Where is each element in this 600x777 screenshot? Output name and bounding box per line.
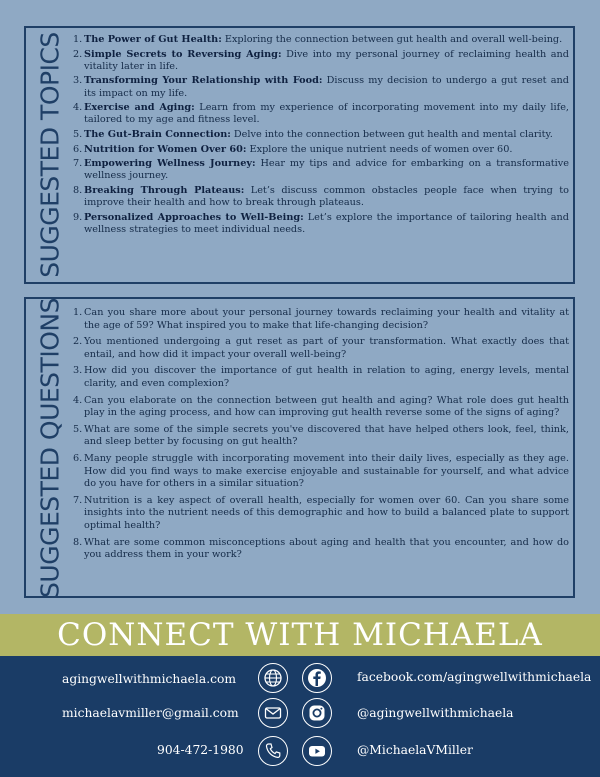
- email-link[interactable]: michaelavmiller@gmail.com: [62, 706, 239, 720]
- topic-title: Empowering Wellness Journey:: [84, 158, 256, 170]
- question-text: What are some common misconceptions about aging and health that you encounter, and how do you address them in your work?: [84, 536, 569, 561]
- topics-heading: SUGGESTED TOPICS: [35, 32, 65, 278]
- topic-description: Delve into the connection between gut health and mental clarity.: [230, 128, 553, 140]
- question-text: Can you elaborate on the connection between gut health and aging? What role does gut health play in the aging process, and how can improving gut health reverse some of the signs of aging?: [84, 394, 569, 419]
- question-text: What are some of the simple secrets you've discovered that have helped others look, feel, think, and sleep better by focusing on gut health?: [84, 423, 569, 448]
- topics-heading-container: [26, 28, 74, 282]
- question-item: [73, 365, 569, 390]
- topic-item: [73, 48, 569, 73]
- topic-title: The Gut-Brain Connection:: [84, 128, 231, 140]
- question-text: You mentioned undergoing a gut reset as part of your transformation. What exactly does that entail, and how did it impact your overall well-being?: [84, 336, 569, 360]
- topic-item: [73, 184, 569, 209]
- topics-list: [72, 34, 569, 239]
- connect-title: CONNECT WITH MICHAELA: [57, 617, 543, 653]
- suggested-topics-section: [24, 26, 575, 284]
- topic-number: 2.: [73, 48, 83, 60]
- topic-title: Personalized Approaches to Well-Being:: [84, 211, 304, 223]
- topic-item: [73, 34, 569, 46]
- topic-number: 4.: [73, 102, 83, 114]
- instagram-icon[interactable]: [302, 698, 332, 728]
- topic-item: [73, 158, 569, 182]
- topic-number: 6.: [73, 143, 83, 155]
- topic-item: [73, 75, 569, 99]
- topic-number: 9.: [73, 211, 83, 223]
- mail-icon[interactable]: [258, 698, 288, 728]
- question-number: 8.: [73, 536, 83, 548]
- topic-description: Hear my tips and advice for embarking on a transformative wellness journey.: [84, 158, 569, 182]
- phone-number[interactable]: 904-472-1980: [157, 743, 244, 757]
- question-item: [73, 336, 569, 361]
- question-item: [73, 394, 569, 420]
- topic-item: [73, 211, 569, 236]
- topic-title: Transforming Your Relationship with Food:: [84, 75, 323, 87]
- topic-title: Breaking Through Plateaus:: [84, 184, 245, 196]
- topic-description: Let’s explore the importance of tailoring health and wellness strategies to meet individual needs.: [84, 211, 569, 235]
- topic-item: [73, 102, 570, 126]
- topic-item: [73, 143, 569, 156]
- question-number: 2.: [73, 336, 83, 348]
- topic-title: Exercise and Aging:: [84, 102, 195, 114]
- youtube-link[interactable]: @MichaelaVMiller: [357, 743, 473, 757]
- topic-description: Discuss my decision to undergo a gut reset and its impact on my life.: [84, 75, 569, 99]
- topic-item: [73, 128, 569, 141]
- question-text: Many people struggle with incorporating movement into their daily lives, especially as they age. How did you find ways to make exercise enjoyable and sustainable for yourself, and what advice do you have for others in a similar situation?: [84, 452, 569, 490]
- topic-number: 1.: [73, 34, 83, 45]
- topic-number: 8.: [73, 184, 83, 196]
- question-item: [73, 423, 569, 449]
- topic-description: Dive into my personal journey of reclaiming health and vitality later in life.: [84, 48, 569, 72]
- question-number: 7.: [73, 494, 83, 506]
- topic-number: 7.: [73, 158, 83, 170]
- globe-icon[interactable]: [258, 663, 288, 693]
- question-number: 5.: [73, 423, 83, 435]
- questions-list: [72, 307, 569, 566]
- questions-heading: SUGGESTED QUESTIONS: [35, 297, 65, 598]
- topic-number: 5.: [73, 128, 83, 140]
- question-item: [73, 307, 569, 332]
- phone-icon[interactable]: [258, 736, 288, 766]
- question-number: 6.: [73, 452, 83, 464]
- question-number: 4.: [73, 394, 83, 406]
- topic-description: Learn from my experience of incorporating movement into my daily life, tailored to my age and fitness level.: [84, 102, 570, 126]
- question-text: How did you discover the importance of gut health in relation to aging, energy levels, mental clarity, and even complexion?: [84, 365, 569, 389]
- youtube-icon[interactable]: [302, 736, 332, 766]
- question-text: Nutrition is a key aspect of overall health, especially for women over 60. Can you share some insights into the nutrient needs of this demographic and how to build a balanced plate to support optimal health?: [84, 494, 569, 531]
- facebook-icon[interactable]: [302, 663, 332, 693]
- topic-title: Simple Secrets to Reversing Aging:: [84, 48, 282, 60]
- question-number: 1.: [73, 307, 83, 318]
- website-link[interactable]: agingwellwithmichaela.com: [62, 672, 237, 686]
- suggested-questions-section: [24, 297, 575, 598]
- topic-number: 3.: [73, 75, 83, 87]
- question-item: [73, 536, 569, 562]
- topic-description: Exploring the connection between gut health and overall well-being.: [221, 34, 563, 45]
- topic-description: Let’s discuss common obstacles people face when trying to improve their health and how to break through plateaus.: [84, 184, 569, 209]
- question-number: 3.: [73, 365, 83, 377]
- questions-heading-container: [26, 299, 74, 596]
- contact-footer: [0, 656, 600, 777]
- question-item: [73, 494, 569, 533]
- question-item: [73, 452, 569, 491]
- topic-title: The Power of Gut Health:: [84, 34, 222, 45]
- instagram-link[interactable]: @agingwellwithmichaela: [357, 706, 514, 720]
- topic-description: Explore the unique nutrient needs of women over 60.: [246, 143, 513, 155]
- question-text: Can you share more about your personal journey towards reclaiming your health and vitality at the age of 59? What inspired you to make that life-changing decision?: [84, 307, 569, 331]
- facebook-link[interactable]: facebook.com/agingwellwithmichaela: [357, 670, 592, 684]
- topic-title: Nutrition for Women Over 60:: [84, 143, 247, 155]
